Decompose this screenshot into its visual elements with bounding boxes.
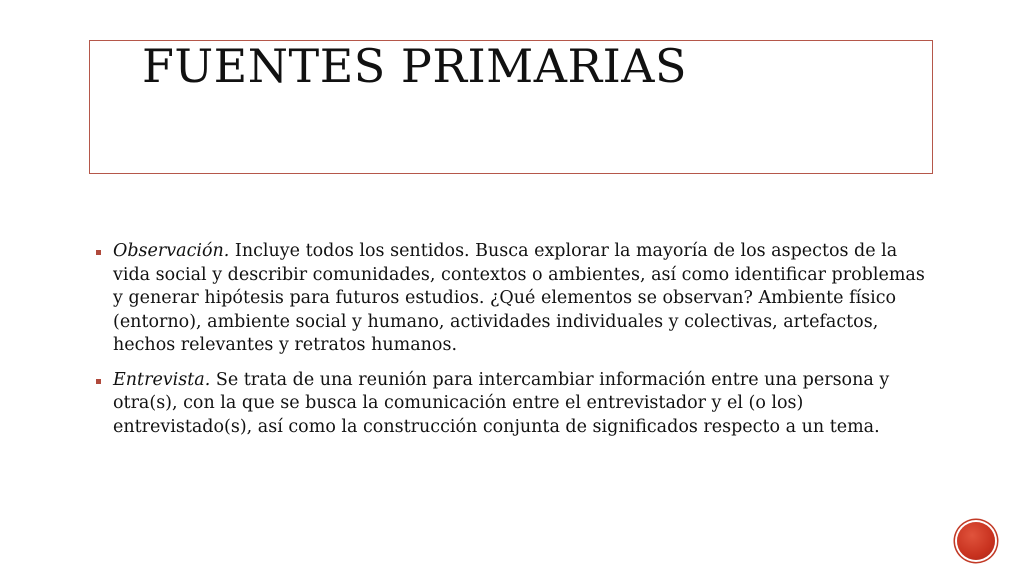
bullet-item-observacion xyxy=(96,240,926,358)
square-bullet-icon xyxy=(96,250,101,255)
bullet-text: Incluye todos los sentidos. Busca explorar la mayoría de los aspectos de la vida social y describir comunidades, contextos o ambientes, así como identificar problemas y generar hipótesis para futuros estudios. ¿Qué elementos se observan? Ambiente físico (entorno), ambiente social y humano, actividades individuales y colectivas, artefactos, hechos relevantes y retratos humanos. xyxy=(113,241,925,355)
bullet-text: Se trata de una reunión para intercambiar información entre una persona y otra(s), con la que se busca la comunicación entre el entrevistador y el (o los) entrevistado(s), así como la construcción conjunta de significados respecto a un tema. xyxy=(113,369,890,437)
bullet-list xyxy=(96,240,926,450)
square-bullet-icon xyxy=(96,379,101,384)
bullet-term: Observación. xyxy=(113,241,230,261)
bullet-term: Entrevista. xyxy=(113,369,211,390)
decorative-circle-icon xyxy=(957,522,995,560)
slide-title: FUENTES PRIMARIAS xyxy=(142,39,688,93)
bullet-item-entrevista xyxy=(96,369,926,440)
